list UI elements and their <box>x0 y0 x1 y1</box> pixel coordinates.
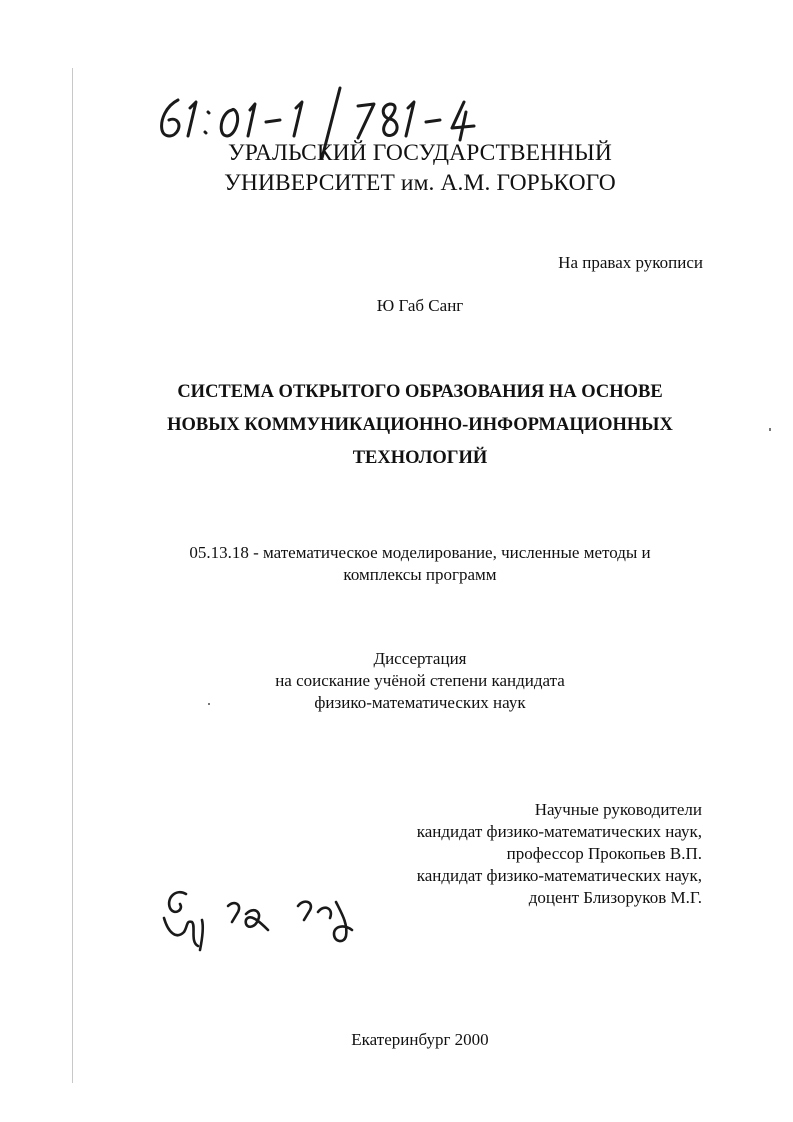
rights-note: На правах рукописи <box>558 253 703 272</box>
degree-statement <box>190 648 650 714</box>
supervisor-1-degree: кандидат физико-математических наук, <box>416 822 702 841</box>
supervisor-2-degree: кандидат физико-математических наук, <box>416 866 702 885</box>
degree-line-1: Диссертация <box>373 649 467 668</box>
city-year: Екатеринбург 2000 <box>351 1030 489 1049</box>
title-line-1: СИСТЕМА ОТКРЫТОГО ОБРАЗОВАНИЯ НА ОСНОВЕ <box>177 382 663 402</box>
author-name: Ю Габ Санг <box>376 296 464 315</box>
degree-line-3: физико-математических наук <box>314 693 526 712</box>
degree-line-2: на соискание учёной степени кандидата <box>275 671 565 690</box>
specialty-line-1: 05.13.18 - математическое моделирование, численные методы и <box>189 543 651 562</box>
scan-speck <box>769 428 771 431</box>
university-line-2: УНИВЕРСИТЕТ им. А.М. ГОРЬКОГО <box>224 170 616 196</box>
university-name <box>200 138 640 198</box>
title-line-3: ТЕХНОЛОГИЙ <box>352 448 488 468</box>
supervisors-heading: Научные руководители <box>534 800 702 819</box>
dissertation-title <box>90 376 750 475</box>
university-line-1: УРАЛЬСКИЙ ГОСУДАРСТВЕННЫЙ <box>228 140 612 166</box>
title-line-2: НОВЫХ КОММУНИКАЦИОННО-ИНФОРМАЦИОННЫХ <box>167 415 673 435</box>
supervisor-2-name: доцент Близоруков М.Г. <box>528 888 702 907</box>
signature-icon <box>158 880 378 965</box>
supervisors-block <box>417 799 702 909</box>
specialty-code <box>130 542 710 586</box>
scan-edge-line <box>72 68 73 1083</box>
specialty-line-2: комплексы программ <box>343 565 497 584</box>
supervisor-1-name: профессор Прокопьев В.П. <box>506 844 702 863</box>
